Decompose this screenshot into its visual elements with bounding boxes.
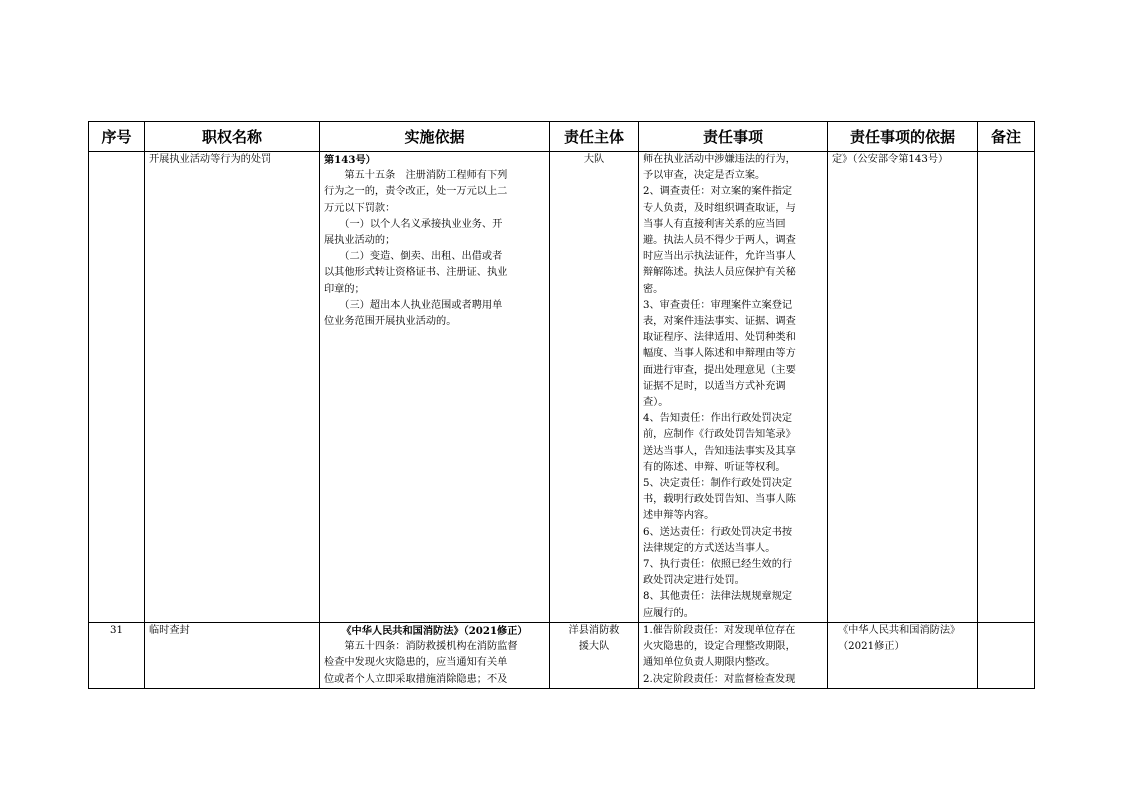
items-line: 证据不足时，以适当方式补充调 <box>643 380 786 392</box>
items-line: 有的陈述、申辩、听证等权利。 <box>643 461 786 473</box>
items-line: 6、送达责任：行政处罚决定书按 <box>643 526 793 538</box>
items-line: 应履行的。 <box>643 607 694 619</box>
items-line: 7、执行责任：依照已经生效的行 <box>643 559 793 571</box>
header-items: 责任事项 <box>639 122 828 152</box>
cell-items-basis: 《中华人民共和国消防法》（2021修正） <box>828 622 978 688</box>
basis-line: 位或者个人立即采取措施消除隐患；不及 <box>324 673 508 685</box>
cell-power-name: 开展执业活动等行为的处罚 <box>145 152 320 623</box>
basis-line: 以其他形式转让资格证书、注册证、执业 <box>324 267 508 279</box>
items-line: 时应当出示执法证件，允许当事人 <box>643 251 796 263</box>
items-line: 幅度、当事人陈述和申辩理由等方 <box>643 348 796 360</box>
items-line: 4、告知责任：作出行政处罚决定 <box>643 413 793 425</box>
basis-line: （三）超出本人执业范围或者聘用单 <box>324 299 503 311</box>
cell-basis <box>320 152 550 623</box>
cell-items <box>639 622 828 688</box>
cell-remark <box>978 152 1035 623</box>
header-row <box>89 122 1035 152</box>
cell-no <box>89 152 145 623</box>
header-subject: 责任主体 <box>550 122 639 152</box>
items-line: 2、调查责任：对立案的案件指定 <box>643 186 793 198</box>
items-line: 避。执法人员不得少于两人，调查 <box>643 235 796 247</box>
cell-subject: 洋县消防救援大队 <box>550 622 639 688</box>
items-line: 1.催告阶段责任：对发现单位存在 <box>643 624 796 636</box>
cell-subject: 大队 <box>550 152 639 623</box>
items-line: 书，载明行政处罚告知、当事人陈 <box>643 494 796 506</box>
basis-line: 展执业活动的； <box>324 235 396 247</box>
items-line: 表，对案件违法事实、证据、调查 <box>643 316 796 328</box>
items-line: 前，应制作《行政处罚告知笔录》 <box>643 429 796 441</box>
items-line: 辩解陈述。执法人员应保护有关秘 <box>643 267 796 279</box>
items-line: 5、决定责任：制作行政处罚决定 <box>643 478 793 490</box>
items-line: 火灾隐患的，设定合理整改期限， <box>643 641 796 653</box>
basis-line: 第五十四条：消防救援机构在消防监督 <box>324 641 518 653</box>
header-no: 序号 <box>89 122 145 152</box>
header-remark: 备注 <box>978 122 1035 152</box>
items-line: 面进行审查，提出处理意见（主要 <box>643 364 796 376</box>
header-basis: 实施依据 <box>320 122 550 152</box>
items-line: 密。 <box>643 283 664 295</box>
powers-table <box>88 121 1035 689</box>
items-line: 送达当事人，告知违法事实及其享 <box>643 445 796 457</box>
basis-line: 万元以下罚款： <box>324 202 396 214</box>
items-line: 查）。 <box>643 397 669 409</box>
basis-line: 行为之一的，责令改正，处一万元以上二 <box>324 186 508 198</box>
items-line: 述申辩等内容。 <box>643 510 715 522</box>
cell-items-basis: 定》（公安部令第143号） <box>828 152 978 623</box>
items-line: 通知单位负责人期限内整改。 <box>643 657 776 669</box>
items-line: 师在执业活动中涉嫌违法的行为， <box>643 154 796 165</box>
items-line: 予以审查，决定是否立案。 <box>643 170 766 182</box>
basis-line: 第五十五条 注册消防工程师有下列 <box>324 170 508 182</box>
table-row <box>89 622 1035 688</box>
items-line: 3、审查责任：审理案件立案登记 <box>643 299 793 311</box>
items-line: 8、其他责任：法律法规规章规定 <box>643 591 793 603</box>
items-line: 当事人有直接利害关系的应当回 <box>643 218 786 230</box>
items-line: 政处罚决定进行处罚。 <box>643 575 745 587</box>
basis-line: 第143号） <box>324 154 376 166</box>
basis-line: （二）变造、倒卖、出租、出借或者 <box>324 251 503 263</box>
basis-line: （一）以个人名义承接执业业务、开 <box>324 218 503 230</box>
items-line: 取证程序、法律适用、处罚种类和 <box>643 332 796 344</box>
basis-line: 检查中发现火灾隐患的，应当通知有关单 <box>324 657 508 669</box>
cell-remark <box>978 622 1035 688</box>
cell-basis <box>320 622 550 688</box>
items-line: 专人负责，及时组织调查取证，与 <box>643 202 796 214</box>
cell-no: 31 <box>89 622 145 688</box>
basis-line: 《中华人民共和国消防法》（2021修正） <box>341 624 528 637</box>
cell-power-name: 临时查封 <box>145 622 320 688</box>
header-power-name: 职权名称 <box>145 122 320 152</box>
basis-line: 位业务范围开展执业活动的。 <box>324 316 457 328</box>
header-items-basis: 责任事项的依据 <box>828 122 978 152</box>
items-line: 2.决定阶段责任：对监督检查发现 <box>643 673 796 685</box>
basis-line: 印章的； <box>324 283 365 295</box>
table-row <box>89 152 1035 623</box>
cell-items <box>639 152 828 623</box>
items-line: 法律规定的方式送达当事人。 <box>643 542 776 554</box>
